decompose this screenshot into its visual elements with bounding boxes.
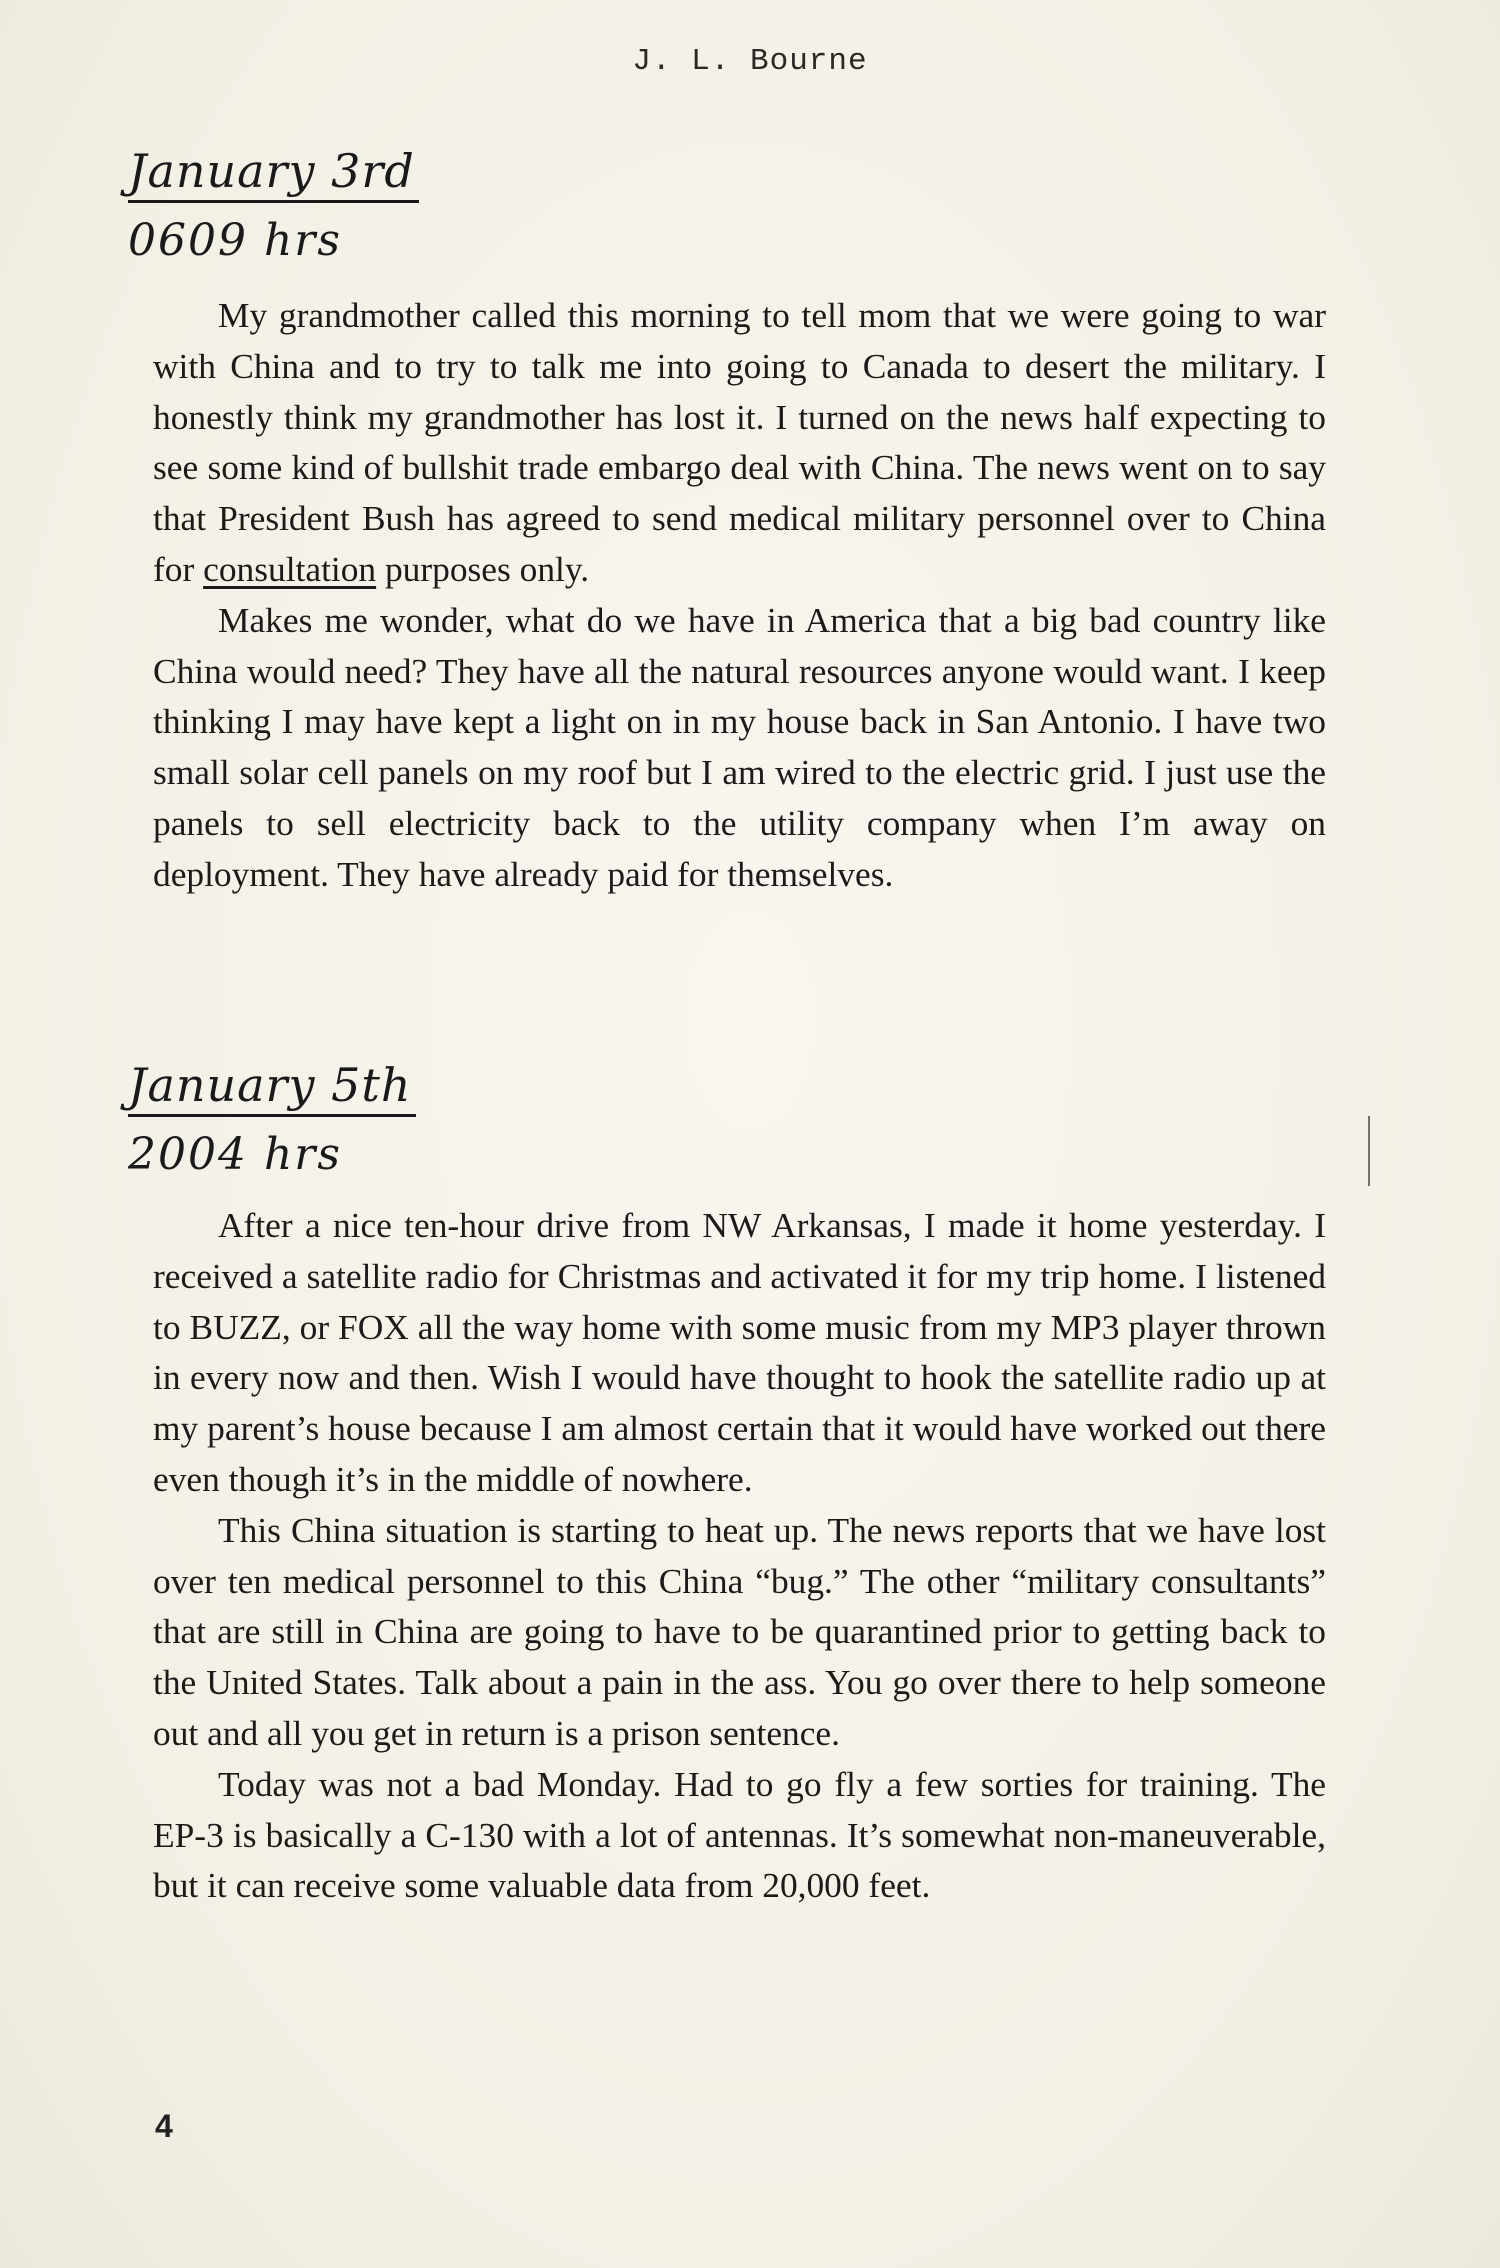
entry-date: January 3rd xyxy=(128,148,419,203)
entry-body-2 xyxy=(153,1200,1326,1911)
running-head-author: J. L. Bourne xyxy=(632,44,868,79)
entry-heading-2 xyxy=(128,1058,416,1180)
entry-body-1 xyxy=(153,290,1326,900)
margin-mark xyxy=(1368,1116,1370,1186)
paragraph-text: My grandmother called this morning to tell mom that we were going to war with China and to try to talk me into going to Canada to desert the military. I honestly think my grandmother has lost it. I turned on the news half expecting to see some kind of bullshit trade embargo deal with China. The news went on to say that President Bush has agreed to send medical military personnel over to China for xyxy=(153,295,1326,589)
paragraph-text: purposes only. xyxy=(376,548,590,589)
page-number: 4 xyxy=(155,2108,173,2144)
paragraph: This China situation is starting to heat up. The news reports that we have lost over ten medical personnel to this China “bug.” The other “military consultants” that are still in China are going to have to be quarantined prior to getting back to the United States. Talk about a pain in the ass. You go over there to help someone out and all you get in return is a prison sentence. xyxy=(153,1509,1326,1753)
entry-time: 0609 hrs xyxy=(128,215,342,266)
entry-time: 2004 hrs xyxy=(128,1129,342,1180)
underlined-word: consultation xyxy=(203,548,377,589)
entry-date: January 5th xyxy=(128,1062,416,1117)
paragraph xyxy=(153,290,1326,595)
paragraph: Makes me wonder, what do we have in America that a big bad country like China would need? They have all the natural resources anyone would want. I keep thinking I may have kept a light on in my house back in San Antonio. I have two small solar cell panels on my roof but I am wired to the electric grid. I just use the panels to sell electricity back to the utility company when I’m away on deployment. They have already paid for themselves. xyxy=(153,599,1326,894)
paragraph: Today was not a bad Monday. Had to go fly a few sorties for training. The EP-3 is basically a C-130 with a lot of antennas. It’s somewhat non-maneuverable, but it can receive some valuable data from 20,000 feet. xyxy=(153,1763,1326,1906)
paragraph: After a nice ten-hour drive from NW Arkansas, I made it home yesterday. I received a satellite radio for Christmas and activated it for my trip home. I listened to BUZZ, or FOX all the way home with some music from my MP3 player thrown in every now and then. Wish I would have thought to hook the satellite radio up at my parent’s house because I am almost certain that it would have worked out there even though it’s in the middle of nowhere. xyxy=(153,1205,1326,1499)
entry-heading-1 xyxy=(128,144,419,266)
